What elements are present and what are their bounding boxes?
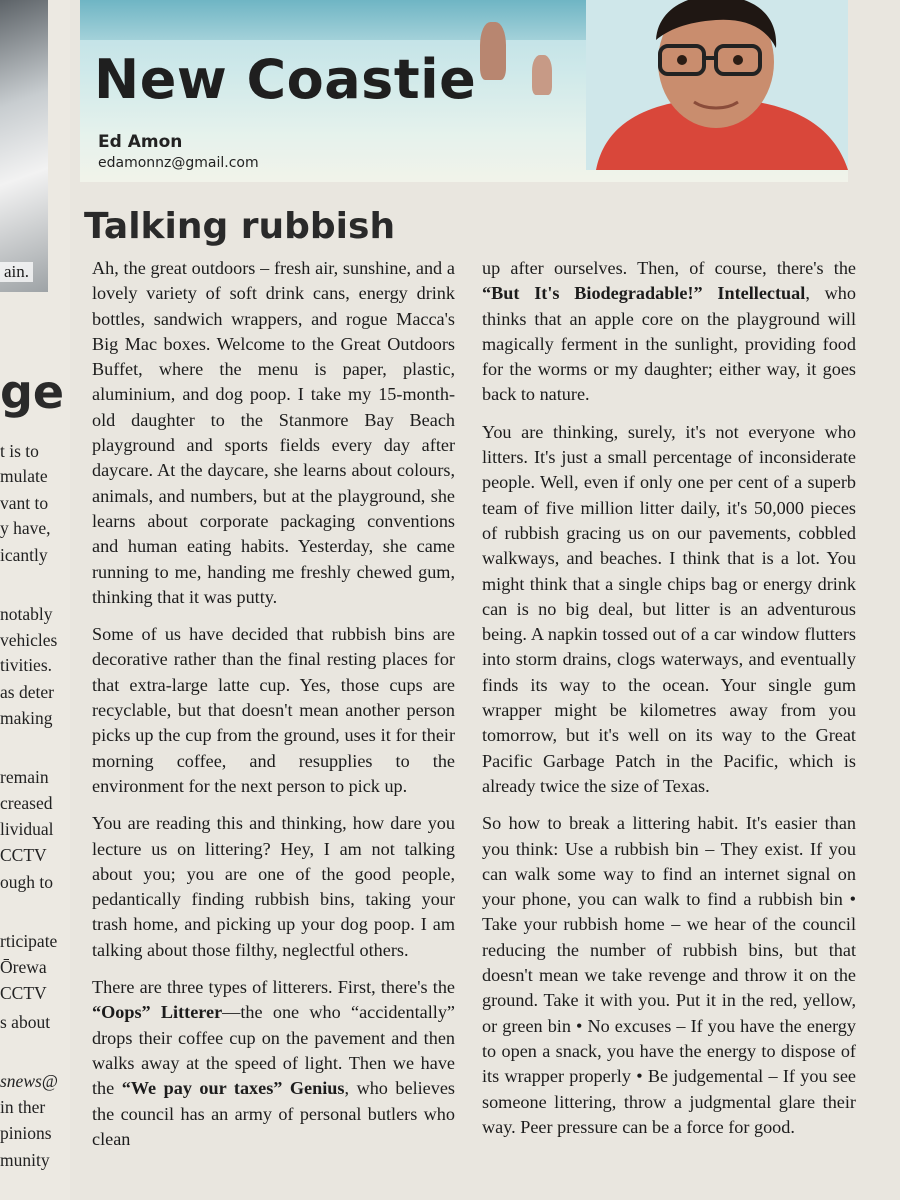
adjacent-text-line: munity bbox=[0, 1150, 50, 1170]
adjacent-text-line: mulate bbox=[0, 466, 48, 486]
adjacent-text-line: CCTV bbox=[0, 983, 47, 1003]
adjacent-text-line: vehicles bbox=[0, 630, 58, 650]
article-paragraph bbox=[92, 975, 455, 1152]
text-run: , who thinks that an apple core on the playground will magically ferment in the sunlight, providing food for the worms or my daughter; either way, it goes back to nature. bbox=[482, 283, 856, 405]
adjacent-text-line: ough to bbox=[0, 872, 53, 892]
adjacent-text-line: notably bbox=[0, 604, 53, 624]
column-masthead bbox=[80, 0, 848, 182]
adjacent-photo bbox=[0, 0, 48, 292]
adjacent-heading: ge bbox=[0, 365, 65, 419]
article-paragraph: You are reading this and thinking, how dare you lecture us on littering? Hey, I am not talking about you; you are one of the good people, pedantically finding rubbish bins, taking your trash home, and picking up your dog poop. I am talking about those filthy, neglectful others. bbox=[92, 813, 455, 960]
adjacent-text-line: icantly bbox=[0, 545, 48, 565]
article-column-1 bbox=[92, 256, 455, 1164]
adjacent-text-line: pinions bbox=[0, 1123, 52, 1143]
author-name: Ed Amon bbox=[98, 132, 183, 152]
adjacent-text-line: t is to bbox=[0, 441, 39, 461]
author-portrait bbox=[586, 0, 848, 170]
adjacent-text-line: making bbox=[0, 708, 53, 728]
adjacent-photo-caption: ain. bbox=[0, 262, 33, 282]
text-run: —the one who “accidentally” drops their coffee cup on the pavement and then walks away at the speed of light. Then we have the bbox=[92, 1002, 455, 1099]
adjacent-text-line: lividual bbox=[0, 819, 54, 839]
adjacent-text-line: tivities. bbox=[0, 655, 53, 675]
adjacent-text-line: Ōrewa bbox=[0, 957, 47, 977]
author-email[interactable]: edamonnz@gmail.com bbox=[98, 155, 259, 171]
litterer-type-taxes: “We pay our taxes” Genius bbox=[121, 1078, 345, 1099]
text-run: , who believes the council has an army of personal butlers who clean bbox=[92, 1078, 455, 1149]
adjacent-text-line: as deter bbox=[0, 682, 54, 702]
litterer-type-biodegradable: “But It's Biodegradable!” Intellectual bbox=[482, 283, 806, 304]
text-run: There are three types of litterers. First, there's the bbox=[92, 977, 455, 998]
adjacent-text-line: y have, bbox=[0, 518, 51, 538]
article-column-2 bbox=[482, 256, 856, 1152]
adjacent-text-line: in ther bbox=[0, 1097, 46, 1117]
article-paragraph: So how to break a littering habit. It's easier than you think: Use a rubbish bin – They exist. If you can walk some way to find an internet signal on your phone, you can walk to find a rubbish bin • Take your rubbish home – we hear of the council reducing the number of rubbish bins, but that doesn't mean we take revenge and throw it on the ground. Take it with you. Put it in the red, yellow, or green bin • No excuses – If you have the energy to open a snack, you have the energy to dispose of its wrapper properly • Be judgemental – If you see someone littering, throw a judgmental glare their way. Peer pressure can be a force for good. bbox=[482, 813, 856, 1137]
column-title: New Coastie bbox=[94, 48, 477, 111]
adjacent-text-line: rticipate bbox=[0, 931, 58, 951]
adjacent-text-line: CCTV bbox=[0, 845, 47, 865]
adjacent-text-line: vant to bbox=[0, 493, 49, 513]
article-paragraph bbox=[482, 256, 856, 408]
article-paragraph: Ah, the great outdoors – fresh air, sunshine, and a lovely variety of soft drink cans, energy drink bottles, sandwich wrappers, and rogue Macca's Big Mac boxes. Welcome to the Great Outdoors Buffet, where the menu is paper, plastic, aluminium, and dog poop. I take my 15-month-old daughter to the Stanmore Bay Beach playground and sports fields every day after daycare. At the daycare, she learns about colours, animals, and numbers, but at the playground, she learns about corporate packaging conventions and human eating habits. Yesterday, she came running to me, handing me freshly chewed gum, thinking that it was putty. bbox=[92, 258, 455, 607]
adjacent-text-line: snews@ bbox=[0, 1071, 58, 1091]
text-run: up after ourselves. Then, of course, there's the bbox=[482, 258, 856, 278]
adjacent-text-line: s about bbox=[0, 1012, 51, 1032]
article-paragraph: Some of us have decided that rubbish bins are decorative rather than the final resting places for that extra-large latte cup. Yes, those cups are recyclable, but that doesn't mean another person picks up the cup from the ground, uses it for their morning coffee, and resupplies to the environment for the next person to pick up. bbox=[92, 624, 455, 796]
adjacent-column bbox=[0, 0, 70, 1200]
adjacent-text-line: remain bbox=[0, 767, 49, 787]
article-paragraph: You are thinking, surely, it's not everyone who litters. It's just a small percentage of inconsiderate people. Well, even if only one per cent of a superb team of five million litter daily, it's 50,000 pieces of rubbish gracing us on our pavements, cobbled walkways, and beaches. I think that is a lot. You might think that a single chips bag or energy drink can is no big deal, but litter is an adventurous being. A napkin tossed out of a car window flutters into storm drains, clogs waterways, and eventually finds its way to the ocean. Your single gum wrapper might be kilometres away from you tomorrow, but it's well on its way to the Great Pacific Garbage Patch in the Pacific, which is already twice the size of Texas. bbox=[482, 421, 856, 796]
swimmer-figure bbox=[532, 55, 552, 95]
adjacent-text-line: creased bbox=[0, 793, 53, 813]
article-headline: Talking rubbish bbox=[84, 206, 396, 247]
swimmer-figure bbox=[480, 22, 506, 80]
litterer-type-oops: “Oops” Litterer bbox=[92, 1002, 223, 1023]
